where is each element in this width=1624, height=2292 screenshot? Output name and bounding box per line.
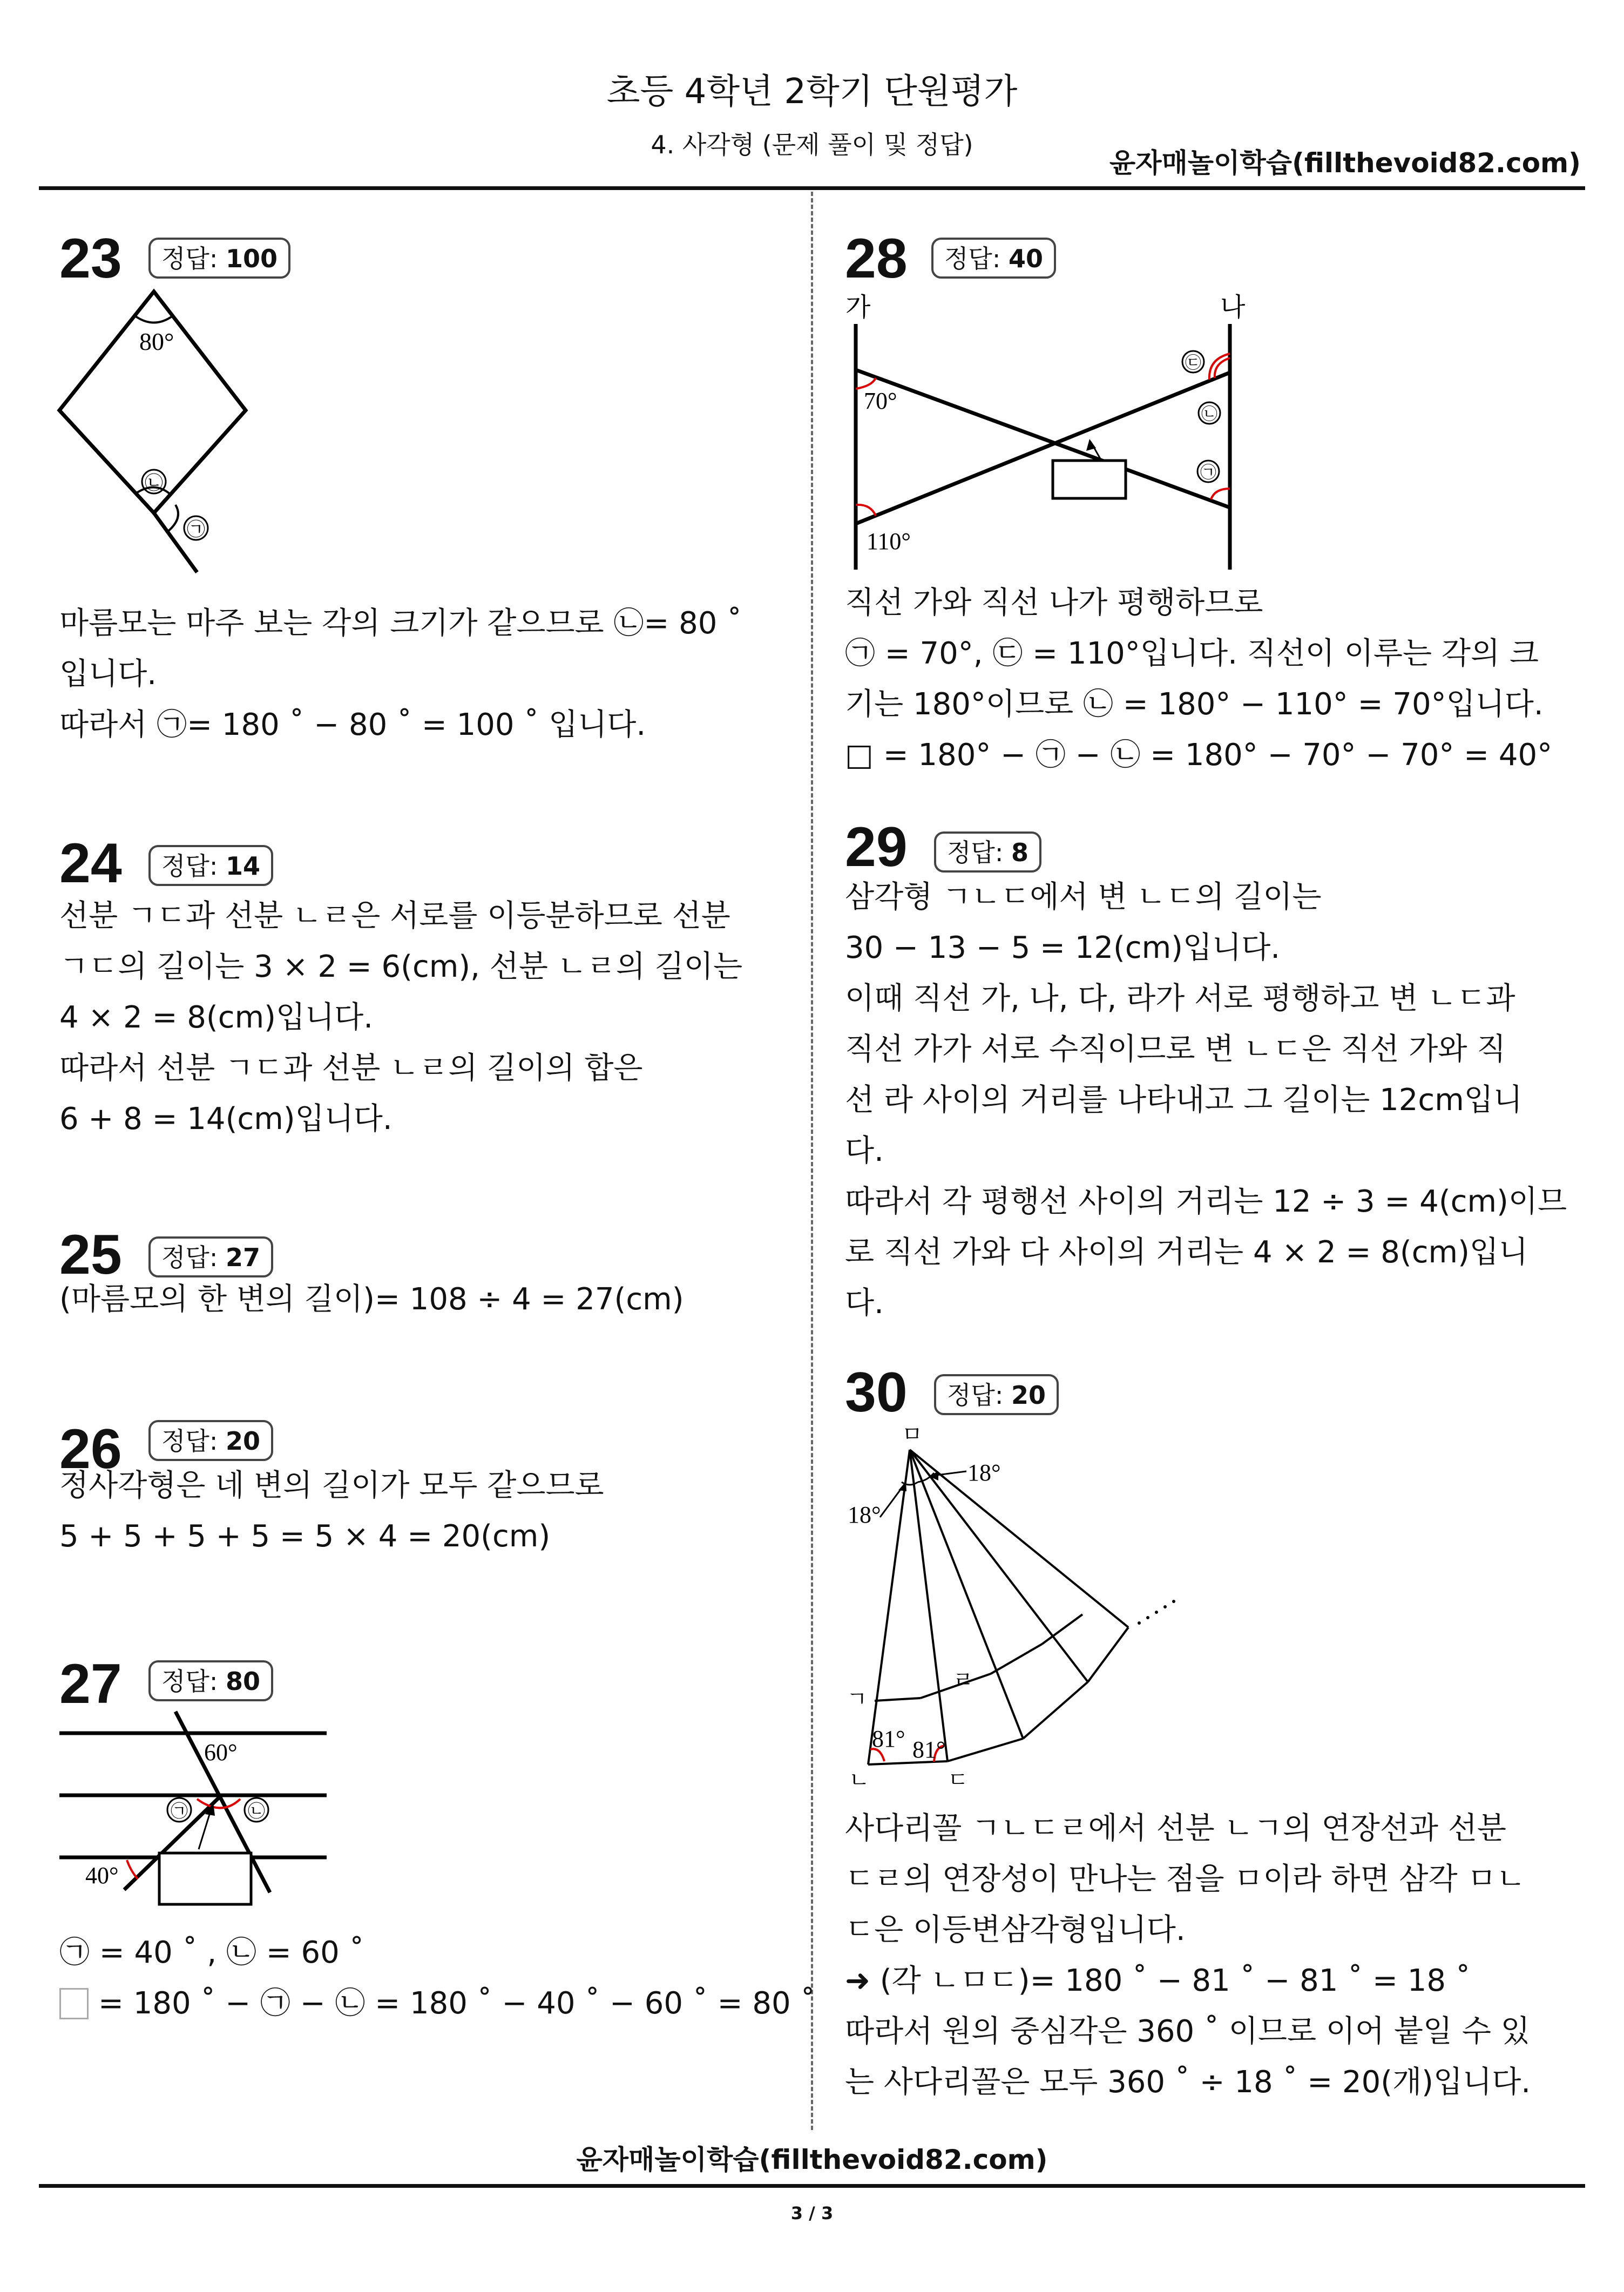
blank-box — [59, 1988, 89, 2019]
angle-arc-110 — [856, 505, 876, 516]
answer-prefix: 정답: — [161, 1426, 226, 1456]
ellipsis-dot-3 — [1155, 1611, 1158, 1614]
angle-label-110: 110° — [867, 528, 911, 555]
page-subtitle: 4. 사각형 (문제 풀이 및 정답) — [651, 130, 973, 159]
page-title: 초등 4학년 2학기 단원평가 — [606, 72, 1018, 112]
answer-value-24: 14 — [226, 851, 261, 881]
q30-line-6: 는 사다리꼴은 모두 360 ˚ ÷ 18 ˚ = 20(개)입니다. — [845, 2065, 1531, 2100]
q28-line-1: 직선 가와 직선 나가 평행하므로 — [845, 585, 1263, 620]
question-number-25: 25 — [59, 1223, 122, 1286]
answer-prefix: 정답: — [947, 838, 1011, 867]
q29-line-9: 다. — [845, 1286, 884, 1321]
outer-edge-4 — [1088, 1627, 1128, 1682]
q28-line-3: 기는 180°이므로 ㉡ = 180° − 110° = 70°입니다. — [845, 687, 1544, 722]
angle-arc-70 — [856, 378, 876, 389]
page-number: 3 / 3 — [790, 2203, 834, 2223]
label-d: ㄷ — [948, 1768, 969, 1792]
label-circ-l: ㉡ — [247, 1801, 266, 1821]
label-circ-g: ㉠ — [187, 520, 205, 540]
ellipsis-dot-1 — [1138, 1621, 1141, 1625]
answer-prefix: 정답: — [944, 244, 1009, 273]
label-na: 나 — [1220, 293, 1246, 322]
answer-value-25: 27 — [226, 1243, 261, 1272]
label-circ-g: ㉠ — [1200, 464, 1216, 482]
q23-line-1: 마름모는 마주 보는 각의 크기가 같으므로 ㉡= 80 ˚ — [59, 606, 742, 641]
outer-edge-2 — [948, 1739, 1023, 1761]
label-g: ㄱ — [847, 1687, 868, 1711]
answer-value-30: 20 — [1011, 1381, 1046, 1410]
answer-prefix: 정답: — [947, 1381, 1011, 1410]
column-divider — [811, 192, 813, 2130]
q29-line-2: 30 − 13 − 5 = 12(cm)입니다. — [845, 930, 1281, 965]
trapezoid-fan-figure — [842, 1420, 1220, 1793]
angle-arc-top — [135, 316, 173, 323]
question-number-30: 30 — [845, 1361, 908, 1424]
q23-line-2: 입니다. — [59, 657, 157, 692]
inner-edge-3 — [991, 1644, 1042, 1674]
ellipsis-dot-4 — [1163, 1605, 1167, 1608]
answer-box — [1053, 461, 1126, 498]
q29-line-5: 선 라 사이의 거리를 나타내고 그 길이는 12cm입니 — [845, 1083, 1522, 1118]
answer-prefix: 정답: — [161, 244, 226, 273]
angle-label-81-b: 81° — [912, 1736, 946, 1763]
angle-arc-outer — [167, 505, 178, 532]
answer-value-27: 80 — [226, 1667, 261, 1696]
q30-line-1: 사다리꼴 ㄱㄴㄷㄹ에서 선분 ㄴㄱ의 연장선과 선분 — [845, 1811, 1507, 1846]
q24-line-4: 따라서 선분 ㄱㄷ과 선분 ㄴㄹ의 길이의 합은 — [59, 1051, 643, 1086]
footer-brand: 윤자매놀이학습(fillthevoid82.com) — [576, 2144, 1048, 2175]
q30-line-5: 따라서 원의 중심각은 360 ˚ 이므로 이어 붙일 수 있 — [845, 2014, 1530, 2049]
label-n: ㄴ — [849, 1768, 870, 1792]
answer-prefix: 정답: — [161, 1667, 226, 1696]
answer-badge-28 — [931, 238, 1056, 279]
q24-line-1: 선분 ㄱㄷ과 선분 ㄴㄹ은 서로를 이등분하므로 선분 — [59, 898, 730, 934]
q29-line-3: 이때 직선 가, 나, 다, 라가 서로 평행하고 변 ㄴㄷ과 — [845, 981, 1515, 1016]
header-brand: 윤자매놀이학습(fillthevoid82.com) — [1109, 147, 1581, 179]
answer-badge-23 — [148, 238, 290, 279]
q29-line-8: 로 직선 가와 다 사이의 거리는 4 × 2 = 8(cm)입니 — [845, 1235, 1528, 1270]
q24-line-5: 6 + 8 = 14(cm)입니다. — [59, 1101, 393, 1137]
fan-edge-1 — [868, 1450, 910, 1764]
answer-badge-30 — [934, 1374, 1059, 1415]
q29-line-7: 따라서 각 평행선 사이의 거리는 12 ÷ 3 = 4(cm)이므 — [845, 1184, 1567, 1219]
answer-badge-29 — [934, 831, 1041, 873]
q28-line-4: □ = 180° − ㉠ − ㉡ = 180° − 70° − 70° = 40° — [845, 738, 1553, 773]
angle-label-80: 80° — [139, 328, 174, 355]
header-divider — [39, 186, 1585, 190]
outer-edge-3 — [1023, 1682, 1088, 1739]
cross-line-2 — [856, 373, 1230, 524]
angle-label-70: 70° — [864, 388, 897, 414]
inner-edge-1 — [875, 1698, 921, 1701]
answer-box — [159, 1853, 251, 1904]
q28-line-2: ㉠ = 70°, ㉢ = 110°입니다. 직선이 이루는 각의 크 — [845, 636, 1539, 671]
label-ga: 가 — [845, 293, 871, 322]
answer-value-29: 8 — [1011, 838, 1029, 867]
angle-label-40: 40° — [85, 1862, 119, 1889]
q29-line-1: 삼각형 ㄱㄴㄷ에서 변 ㄴㄷ의 길이는 — [845, 880, 1322, 915]
label-circ-g: ㉠ — [170, 1801, 188, 1821]
label-circ-l: ㉡ — [145, 474, 163, 493]
q30-line-2: ㄷㄹ의 연장성이 만나는 점을 ㅁ이라 하면 삼각 ㅁㄴ — [845, 1862, 1526, 1897]
label-circ-d: ㉢ — [1185, 354, 1201, 372]
q24-line-2: ㄱㄷ의 길이는 3 × 2 = 6(cm), 선분 ㄴㄹ의 길이는 — [59, 949, 743, 984]
q24-line-3: 4 × 2 = 8(cm)입니다. — [59, 1000, 374, 1035]
ellipsis-dot-5 — [1172, 1600, 1175, 1603]
angle-arc-g — [1211, 489, 1230, 499]
label-apex: ㅁ — [902, 1422, 923, 1446]
footer-divider — [39, 2184, 1585, 2188]
q30-line-4: ➜ (각 ㄴㅁㄷ)= 180 ˚ − 81 ˚ − 81 ˚ = 18 ˚ — [845, 1963, 1471, 1998]
angle-arc-40 — [127, 1860, 138, 1879]
ellipsis-dot-2 — [1146, 1616, 1149, 1619]
angle-label-81-a: 81° — [872, 1726, 905, 1752]
answer-badge-24 — [148, 845, 273, 886]
cross-line-1 — [856, 370, 1230, 508]
angle-label-18-b: 18° — [967, 1459, 1001, 1486]
answer-value-26: 20 — [226, 1426, 261, 1456]
q23-line-3: 따라서 ㉠= 180 ˚ − 80 ˚ = 100 ˚ 입니다. — [59, 707, 646, 742]
answer-badge-26 — [148, 1420, 273, 1461]
q25-line-1: (마름모의 한 변의 길이)= 108 ÷ 4 = 27(cm) — [59, 1282, 684, 1317]
q27-line-2: = 180 ˚ − ㉠ − ㉡ = 180 ˚ − 40 ˚ − 60 ˚ = 80 ˚ — [98, 1986, 816, 2021]
q29-line-4: 직선 가가 서로 수직이므로 변 ㄴㄷ은 직선 가와 직 — [845, 1032, 1506, 1067]
label-r: ㄹ — [953, 1668, 974, 1692]
answer-badge-27 — [148, 1660, 273, 1701]
question-number-26: 26 — [59, 1418, 122, 1480]
answer-badge-25 — [148, 1236, 273, 1277]
question-number-24: 24 — [59, 832, 122, 895]
question-number-23: 23 — [59, 227, 122, 290]
q26-line-2: 5 + 5 + 5 + 5 = 5 × 4 = 20(cm) — [59, 1519, 551, 1554]
q26-line-1: 정사각형은 네 변의 길이가 모두 같으므로 — [59, 1468, 604, 1503]
answer-prefix: 정답: — [161, 851, 226, 881]
angle-label-60: 60° — [204, 1739, 238, 1766]
two-parallel-lines-figure — [842, 289, 1253, 570]
q29-line-6: 다. — [845, 1133, 884, 1168]
answer-value-23: 100 — [226, 244, 278, 273]
question-number-28: 28 — [845, 227, 908, 290]
q30-line-3: ㄷ은 이등변삼각형입니다. — [845, 1912, 1186, 1948]
angle-label-18-a: 18° — [848, 1502, 881, 1528]
answer-value-28: 40 — [1009, 244, 1044, 273]
label-circ-l: ㉡ — [1201, 405, 1217, 423]
q27-line-1: ㉠ = 40 ˚ , ㉡ = 60 ˚ — [59, 1935, 364, 1970]
rhombus-figure — [54, 286, 270, 599]
answer-prefix: 정답: — [161, 1243, 226, 1272]
question-number-27: 27 — [59, 1653, 122, 1715]
fan-edge-5 — [910, 1450, 1128, 1627]
parallel-lines-figure — [54, 1706, 335, 1911]
question-number-29: 29 — [845, 816, 908, 878]
